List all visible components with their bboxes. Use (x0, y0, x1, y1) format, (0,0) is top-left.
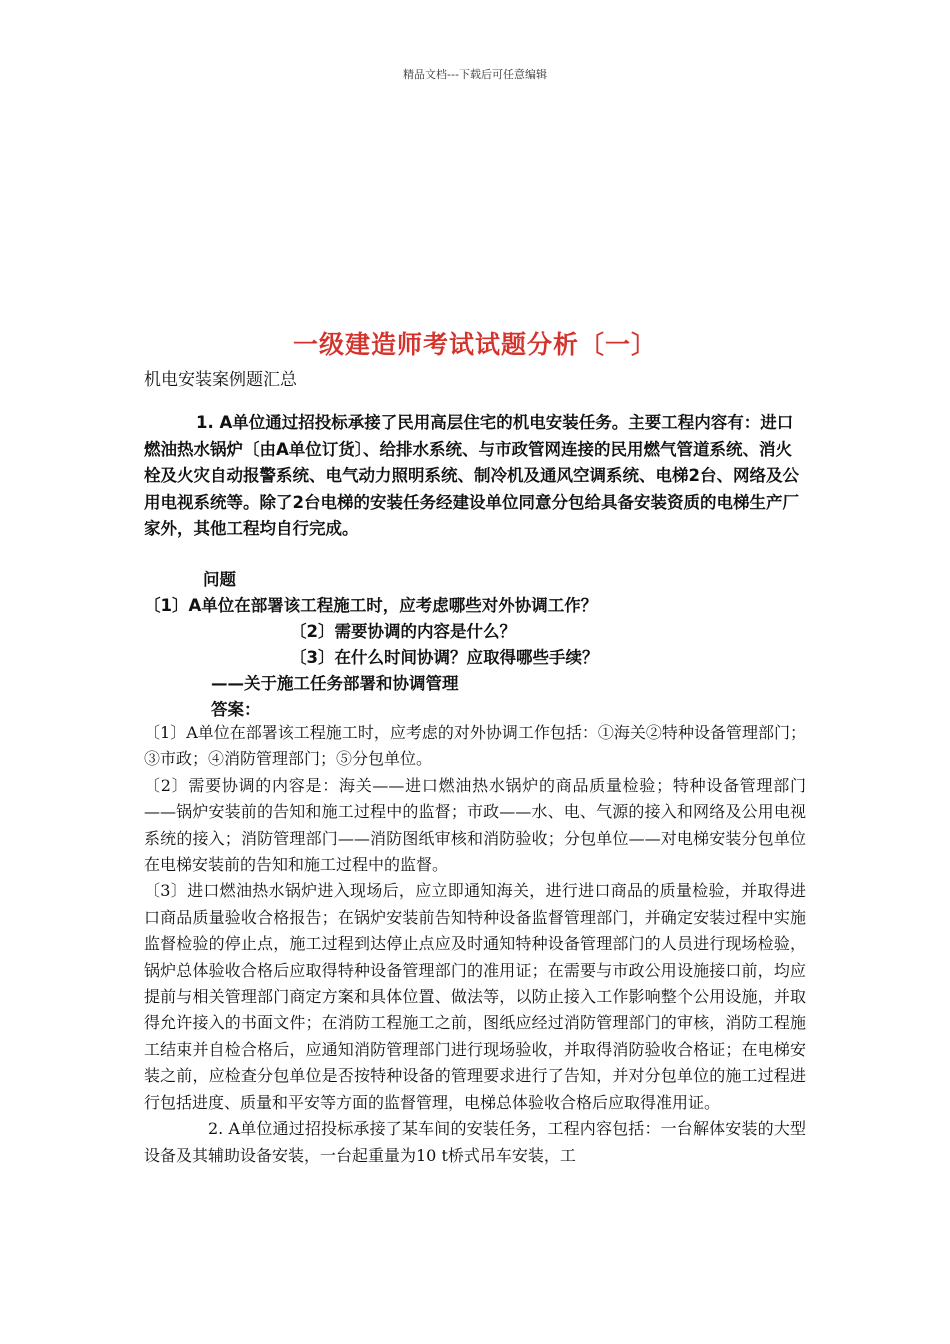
page-header: 精品文档---下载后可任意编辑 (403, 68, 547, 81)
answer-2: 〔2〕需要协调的内容是：海关——进口燃油热水锅炉的商品质量检验；特种设备管理部门——锅炉安装前的告知和施工过程中的监督；市政——水、电、气源的接入和网络及公用电视系统的接入；消防管理部门——消防图纸审核和消防验收；分包单位——对电梯安装分包单位在电梯安装前的告知和施工过程中的监督。 (144, 775, 806, 875)
question-2: 〔2〕需要协调的内容是什么？ (290, 622, 516, 641)
case1-intro: 1. A单位通过招投标承接了民用高层住宅的机电安装任务。主要工程内容有：进口燃油热水锅炉〔由A单位订货〕、给排水系统、与市政管网连接的民用燃气管道系统、消火栓及火灾自动报警系统、电气动力照明系统、制冷机及通风空调系统、电梯2台、网络及公用电视系统等。除了2台电梯的安装任务经建设单位同意分包给具备安装资质的电梯生产厂家外，其他工程均自行完成。 (144, 413, 799, 538)
question-3: 〔3〕在什么时间协调？应取得哪些手续？ (290, 648, 599, 667)
questions-label: 问题 (203, 570, 236, 589)
answer-1: 〔1〕A单位在部署该工程施工时，应考虑的对外协调工作包括：①海关②特种设备管理部门；③市政；④消防管理部门；⑤分包单位。 (144, 723, 806, 769)
answer-3: 〔3〕进口燃油热水锅炉进入现场后，应立即通知海关，进行进口商品的质量检验，并取得进口商品质量验收合格报告；在锅炉安装前告知特种设备监督管理部门，并确定安装过程中实施监督检验的停止点，施工过程到达停止点应及时通知特种设备管理部门的人员进行现场检验，锅炉总体验收合格后应取得特种设备管理部门的准用证；在需要与市政公用设施接口前，均应提前与相关管理部门商定方案和具体位置、做法等，以防止接入工作影响整个公用设施，并取得允许接入的书面文件；在消防工程施工之前，图纸应经过消防管理部门的审核，消防工程施工结束并自检合格后，应通知消防管理部门进行现场验收，并取得消防验收合格证；在电梯安装之前，应检查分包单位是否按特种设备的管理要求进行了告知，并对分包单位的施工过程进行包括进度、质量和平安等方面的监督管理，电梯总体验收合格后应取得准用证。 (144, 881, 806, 1112)
question-topic: ——关于施工任务部署和协调管理 (211, 674, 459, 693)
case2-intro: 2. A单位通过招投标承接了某车间的安装任务，工程内容包括：一台解体安装的大型设备及其辅助设备安装，一台起重量为10 t桥式吊车安装，工 (144, 1119, 806, 1165)
answer-section (144, 720, 806, 1169)
document-title: 一级建造师考试试题分析〔一〕 (292, 330, 657, 359)
question-1: 〔1〕A单位在部署该工程施工时，应考虑哪些对外协调工作？ (144, 596, 598, 615)
document-subtitle: 机电安装案例题汇总 (144, 370, 297, 390)
answer-label: 答案： (211, 700, 261, 719)
